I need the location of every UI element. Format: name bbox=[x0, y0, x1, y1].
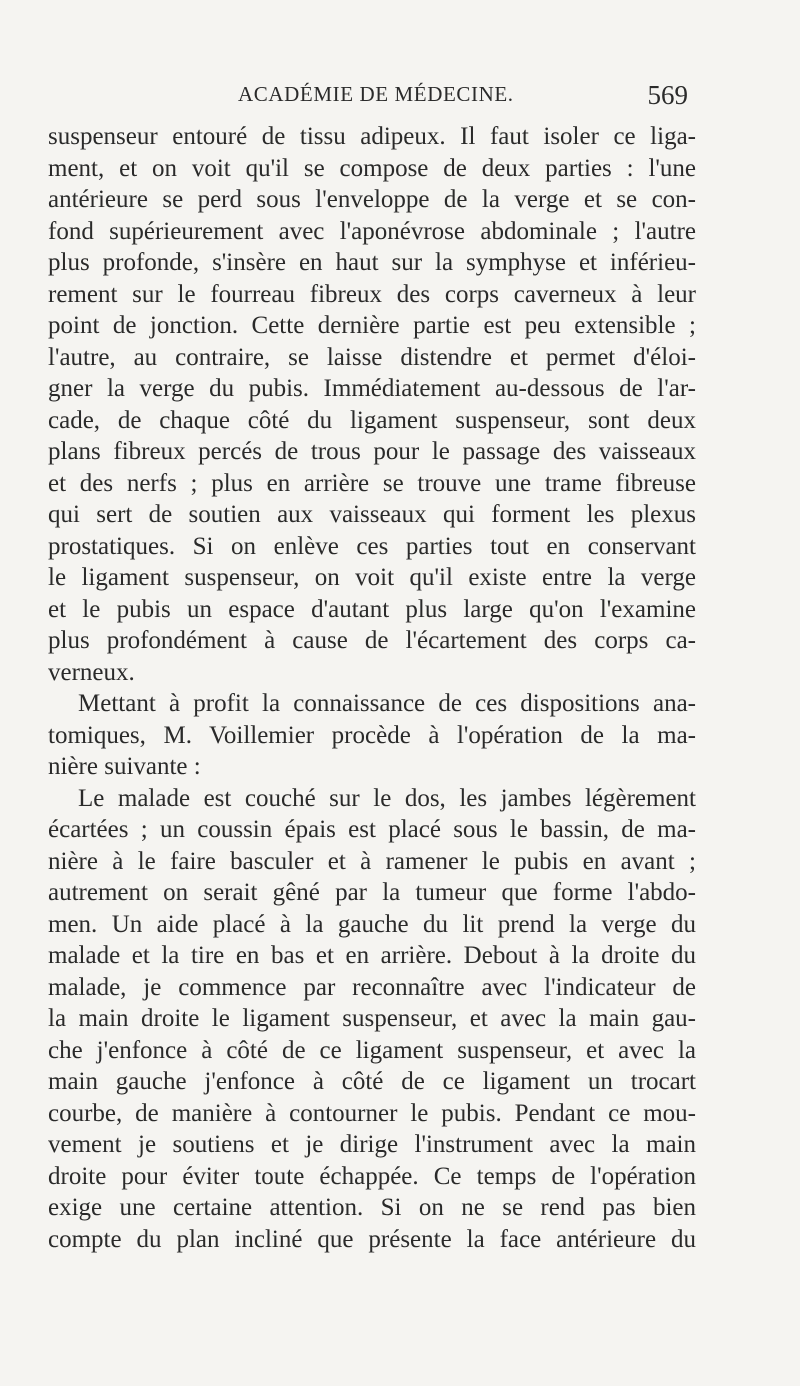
text-line: Le malade est couché sur le dos, les jambes légèrement bbox=[78, 784, 696, 812]
text-line: l'autre, au contraire, se laisse distendre et permet d'éloi- bbox=[48, 343, 696, 371]
text-line: men. Un aide placé à la gauche du lit prend la verge du bbox=[48, 910, 696, 938]
text-line: et le pubis un espace d'autant plus large qu'on l'examine bbox=[48, 595, 696, 623]
text-line: gner la verge du pubis. Immédiatement au-dessous de l'ar- bbox=[48, 375, 696, 402]
text-line: malade, je commence par reconnaître avec l'indicateur de bbox=[48, 973, 696, 1001]
text-line: plans fibreux percés de trous pour le passage des vaisseaux bbox=[48, 438, 696, 465]
page-header bbox=[48, 82, 688, 116]
page-number: 569 bbox=[647, 80, 688, 110]
text-line: nière à le faire basculer et à ramener le pubis en avant ; bbox=[48, 847, 696, 875]
text-line: plus profondément à cause de l'écartement des corps ca- bbox=[48, 627, 696, 654]
text-line: main gauche j'enfonce à côté de ce ligament un trocart bbox=[48, 1068, 696, 1095]
text-line: le ligament suspenseur, on voit qu'il existe entre la verge bbox=[48, 564, 696, 591]
text-line: suspenseur entouré de tissu adipeux. Il faut isoler ce liga- bbox=[48, 123, 696, 150]
text-line: ment, et on voit qu'il se compose de deux parties : l'une bbox=[48, 154, 696, 182]
text-line: plus profonde, s'insère en haut sur la symphyse et inférieu- bbox=[48, 249, 696, 276]
text-line: rement sur le fourreau fibreux des corps caverneux à leur bbox=[48, 280, 696, 308]
text-line: fond supérieurement avec l'aponévrose abdominale ; l'autre bbox=[48, 217, 696, 245]
text-line: compte du plan incliné que présente la face antérieure du bbox=[48, 1225, 696, 1253]
text-line: et des nerfs ; plus en arrière se trouve une trame fibreuse bbox=[48, 469, 696, 497]
text-line: point de jonction. Cette dernière partie est peu extensible ; bbox=[48, 312, 696, 339]
text-line: tomiques, M. Voillemier procède à l'opération de la ma- bbox=[48, 721, 696, 749]
running-head: ACADÉMIE DE MÉDECINE. bbox=[238, 82, 514, 106]
text-line: exige une certaine attention. Si on ne se rend pas bien bbox=[48, 1194, 696, 1221]
text-line: autrement on serait gêné par la tumeur que forme l'abdo- bbox=[48, 879, 696, 906]
text-line: Mettant à profit la connaissance de ces dispositions ana- bbox=[78, 690, 696, 717]
text-line: nière suivante : bbox=[48, 753, 201, 780]
text-line: che j'enfonce à côté de ce ligament suspenseur, et avec la bbox=[48, 1036, 696, 1064]
text-line: cade, de chaque côté du ligament suspenseur, sont deux bbox=[48, 406, 696, 434]
text-line: verneux. bbox=[48, 658, 135, 686]
body-text bbox=[48, 121, 696, 1255]
text-line: courbe, de manière à contourner le pubis. Pendant ce mou- bbox=[48, 1099, 696, 1127]
text-line: la main droite le ligament suspenseur, et avec la main gau- bbox=[48, 1005, 696, 1032]
text-line: malade et la tire en bas et en arrière. Debout à la droite du bbox=[48, 942, 696, 969]
text-line: qui sert de soutien aux vaisseaux qui forment les plexus bbox=[48, 501, 696, 528]
text-line: antérieure se perd sous l'enveloppe de la verge et se con- bbox=[48, 186, 696, 213]
text-line: prostatiques. Si on enlève ces parties tout en conservant bbox=[48, 532, 696, 560]
text-line: vement je soutiens et je dirige l'instrument avec la main bbox=[48, 1131, 696, 1158]
text-line: écartées ; un coussin épais est placé sous le bassin, de ma- bbox=[48, 816, 696, 843]
text-line: droite pour éviter toute échappée. Ce temps de l'opération bbox=[48, 1162, 696, 1190]
